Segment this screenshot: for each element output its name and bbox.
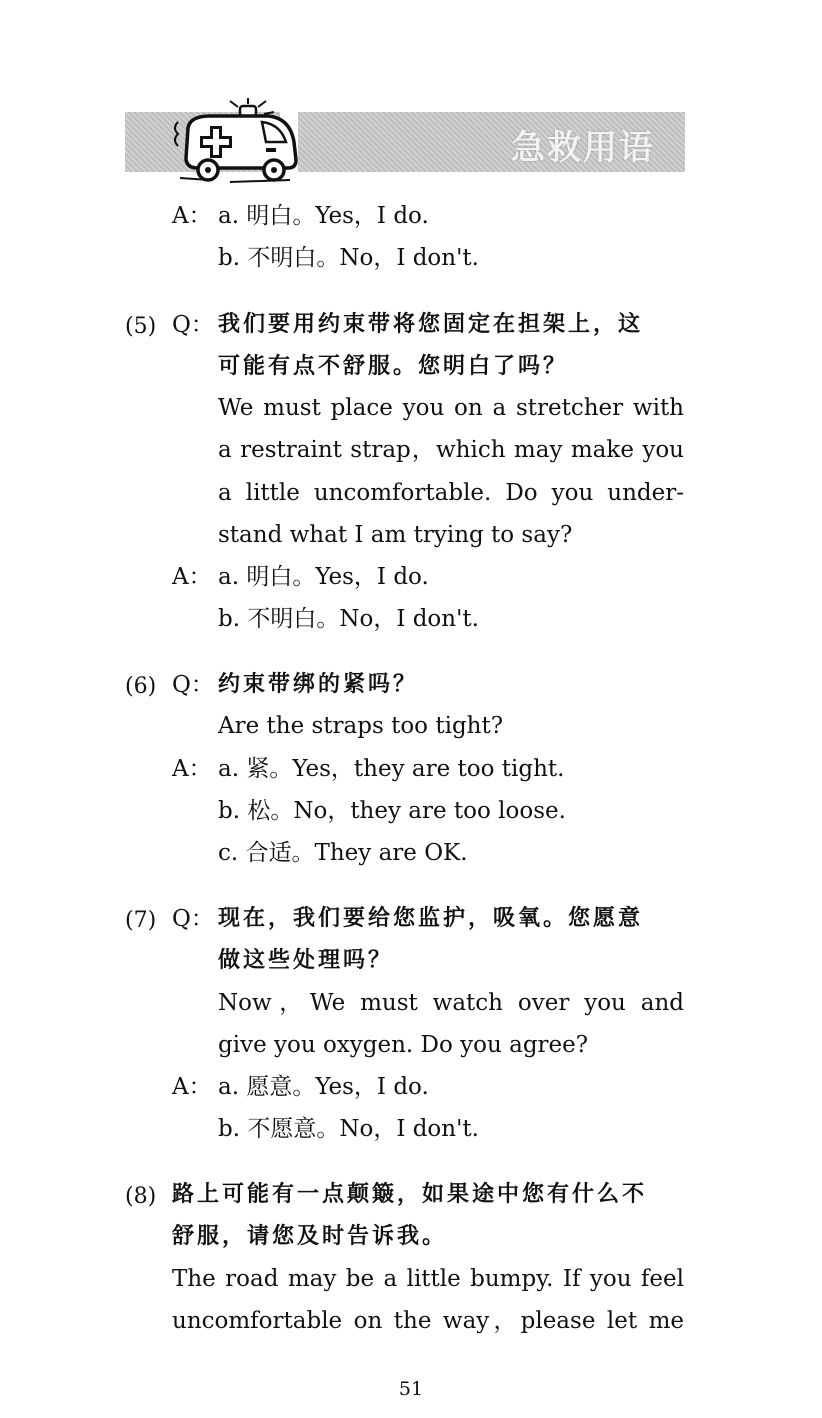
question-zh: 现在，我们要给您监护，吸氧。您愿意 <box>218 906 644 931</box>
answer-label: A： <box>172 1074 212 1100</box>
answer-option: b. 不愿意。No，I don't. <box>218 1116 479 1142</box>
question-en: Now，We must watch over you and <box>218 990 684 1016</box>
question-zh: 约束带绑的紧吗？ <box>218 672 419 697</box>
answer-option: a. 紧。Yes，they are too tight. <box>218 756 565 782</box>
item-number: (7) <box>125 908 157 933</box>
statement-en: uncomfortable on the way，please let me <box>172 1308 684 1334</box>
item-number: (8) <box>125 1184 157 1209</box>
question-label: Q： <box>172 672 214 698</box>
question-zh: 做这些处理吗？ <box>218 948 394 973</box>
question-en: We must place you on a stretcher with <box>218 395 684 421</box>
page-number: 51 <box>398 1378 424 1400</box>
answer-label: A： <box>172 564 212 590</box>
question-en: a restraint strap，which may make you <box>218 437 684 463</box>
answer-option: c. 合适。They are OK. <box>218 840 468 866</box>
statement-zh: 路上可能有一点颠簸，如果途中您有什么不 <box>172 1182 648 1207</box>
question-en: Are the straps too tight? <box>218 713 504 739</box>
item-number: (5) <box>125 314 157 339</box>
question-en: a little uncomfortable. Do you under- <box>218 480 684 506</box>
question-zh: 我们要用约束带将您固定在担架上，这 <box>218 312 644 337</box>
answer-option: a. 愿意。Yes，I do. <box>218 1074 429 1100</box>
statement-en: The road may be a little bumpy. If you feel <box>172 1266 684 1292</box>
statement-zh: 舒服，请您及时告诉我。 <box>172 1224 448 1249</box>
question-en: give you oxygen. Do you agree? <box>218 1032 589 1058</box>
question-label: Q： <box>172 906 214 932</box>
answer-option: b. 不明白。No，I don't. <box>218 245 479 271</box>
item-number: (6) <box>125 674 157 699</box>
answer-option: b. 松。No，they are too loose. <box>218 798 566 824</box>
question-en: stand what I am trying to say? <box>218 522 573 548</box>
header-title: 急救用语 <box>511 128 655 168</box>
question-zh: 可能有点不舒服。您明白了吗？ <box>218 354 569 379</box>
answer-option: b. 不明白。No，I don't. <box>218 606 479 632</box>
question-label: Q： <box>172 312 214 338</box>
answer-option: a. 明白。Yes，I do. <box>218 203 429 229</box>
ambulance-icon <box>170 98 302 184</box>
answer-option: a. 明白。Yes，I do. <box>218 564 429 590</box>
answer-label: A： <box>172 756 212 782</box>
answer-label: A： <box>172 203 212 229</box>
